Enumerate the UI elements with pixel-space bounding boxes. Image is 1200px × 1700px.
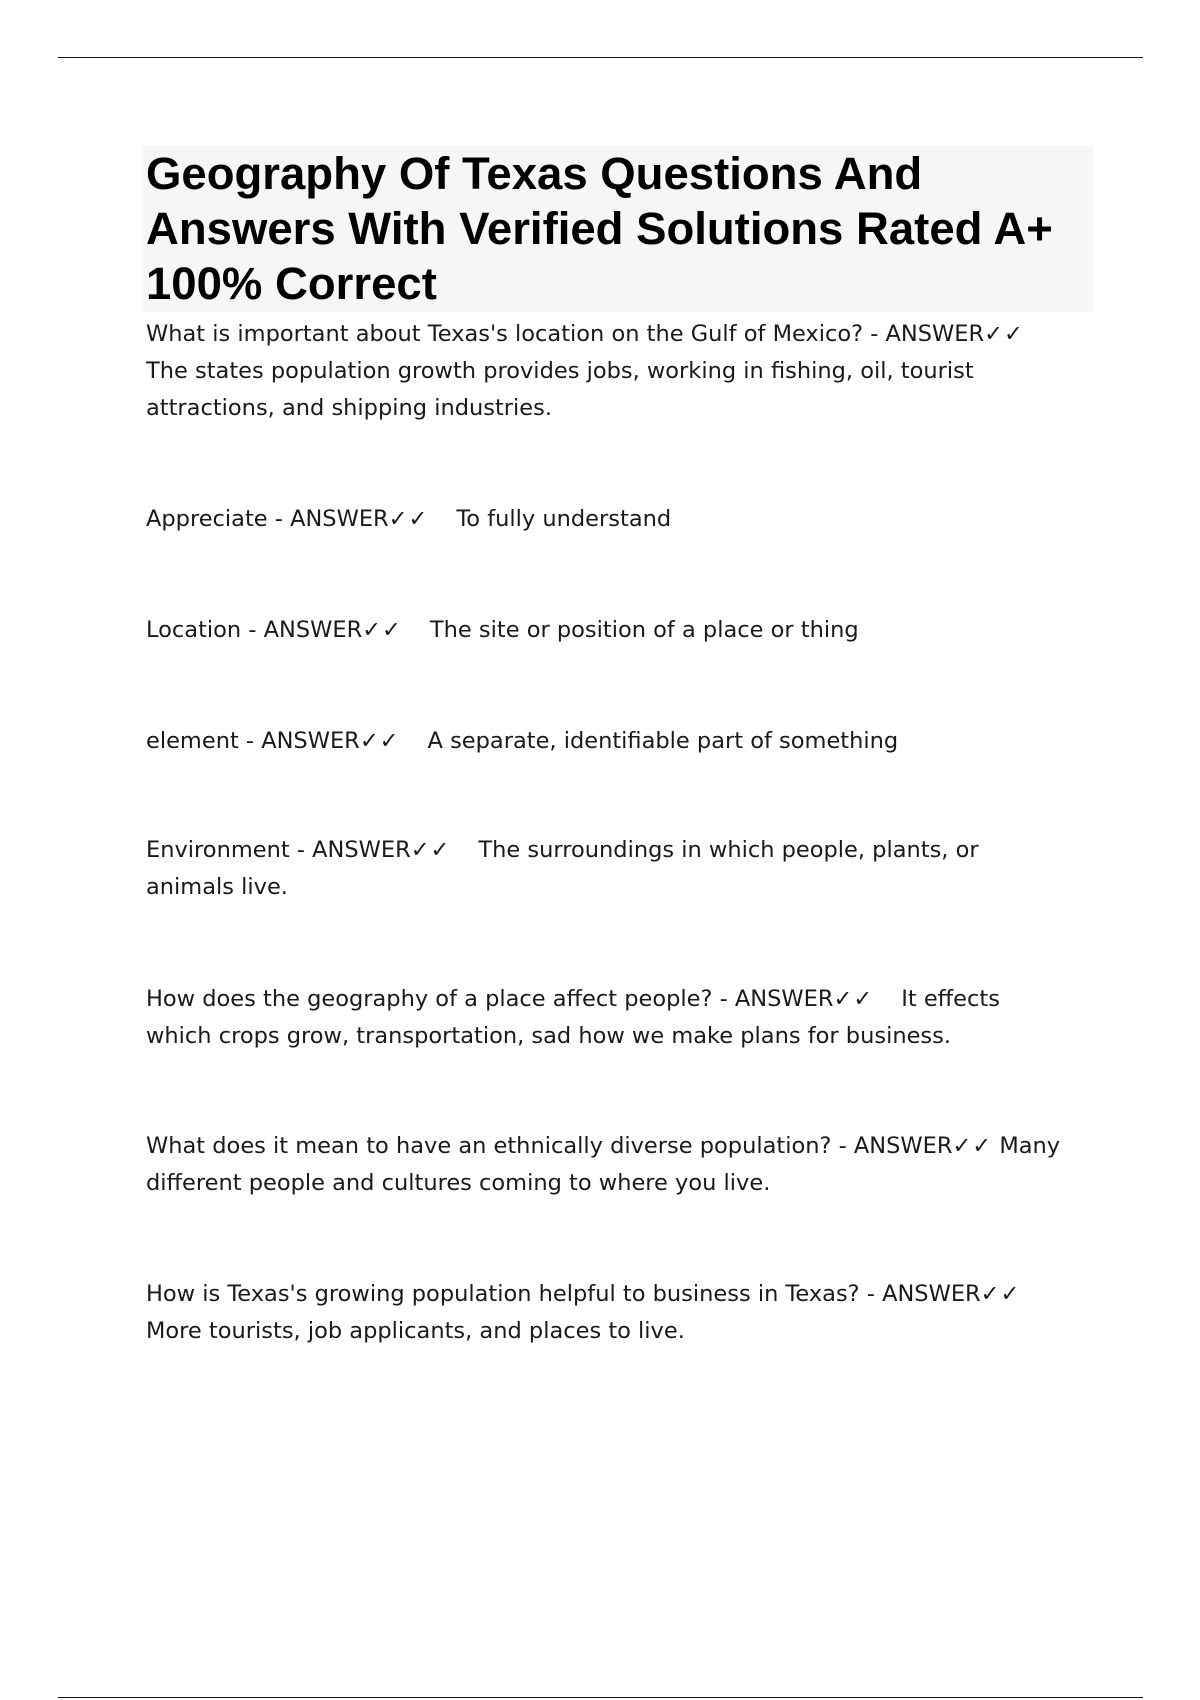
answer-text: The states population growth provides jobs, working in fishing, oil, tourist attractions, and shipping industries. [146, 358, 974, 421]
check-mark-icon: ✓✓ [833, 986, 874, 1012]
qa-item [146, 981, 1066, 1055]
answer-text: More tourists, job applicants, and places to live. [146, 1318, 685, 1344]
answer-text: The site or position of a place or thing [429, 617, 859, 643]
title-block [143, 146, 1093, 312]
answer-marker: - ANSWER [267, 506, 389, 532]
answer-text: Many different people and cultures coming to where you live. [146, 1133, 1061, 1196]
qa-item [146, 501, 1066, 538]
qa-item [146, 612, 1066, 649]
question-text: Location [146, 617, 242, 643]
answer-marker: - ANSWER [241, 617, 363, 643]
answer-text: It effects which crops grow, transportation, sad how we make plans for business. [146, 986, 1000, 1049]
check-mark-icon: ✓✓ [359, 728, 400, 754]
header-rule [58, 57, 1143, 58]
qa-item [146, 1128, 1066, 1202]
answer-marker: - ANSWER [831, 1133, 953, 1159]
footer-rule [58, 1697, 1143, 1698]
qa-item [146, 1276, 1066, 1350]
qa-item [146, 316, 1066, 427]
question-text: Environment [146, 837, 290, 863]
answer-marker: - ANSWER [863, 321, 985, 347]
qa-item [146, 832, 1066, 906]
document-title: Geography Of Texas Questions And Answers With Verified Solutions Rated A+ 100% Correct [146, 148, 1053, 309]
question-text: Appreciate [146, 506, 268, 532]
answer-marker: - ANSWER [289, 837, 411, 863]
answer-marker: - ANSWER [238, 728, 360, 754]
check-mark-icon: ✓✓ [410, 837, 451, 863]
question-text: How does the geography of a place affect people? [146, 986, 713, 1012]
question-text: What does it mean to have an ethnically diverse population? [146, 1133, 832, 1159]
answer-marker: - ANSWER [712, 986, 834, 1012]
check-mark-icon: ✓✓ [388, 506, 429, 532]
answer-text: A separate, identifiable part of something [427, 728, 899, 754]
answer-marker: - ANSWER [859, 1281, 981, 1307]
qa-item [146, 723, 1066, 760]
check-mark-icon: ✓✓ [980, 1281, 1021, 1307]
check-mark-icon: ✓✓ [984, 321, 1024, 347]
question-text: element [146, 728, 239, 754]
question-text: What is important about Texas's location on the Gulf of Mexico? [146, 321, 864, 347]
question-text: How is Texas's growing population helpful to business in Texas? [146, 1281, 860, 1307]
answer-text: To fully understand [456, 506, 672, 532]
answer-text: The surroundings in which people, plants, or animals live. [146, 837, 979, 900]
check-mark-icon: ✓✓ [362, 617, 402, 643]
check-mark-icon: ✓✓ [952, 1133, 993, 1159]
